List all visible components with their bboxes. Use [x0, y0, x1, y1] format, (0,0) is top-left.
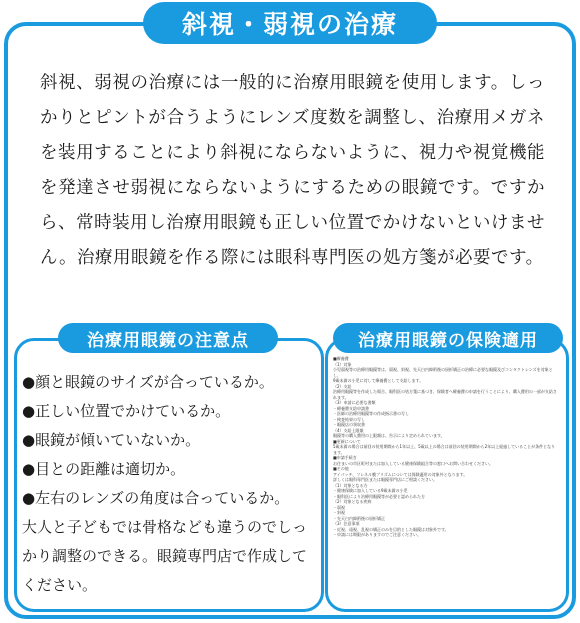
- insurance-line: ・申請には期限がありますのでご注意ください。: [333, 532, 421, 537]
- insurance-line: ・健康保険に加入している9歳未満の小児: [333, 488, 408, 493]
- insurance-line: アイパッチ、フレネル膜プリズムについては保険適用の対象外となります。: [333, 471, 468, 477]
- page-title: 斜視・弱視の治療: [143, 2, 437, 44]
- intro-paragraph: 斜視、弱視の治療には一般的に治療用眼鏡を使用します。しっかりとピントが合うようにレンズ度数を調整し、治療用メガネを装用することにより斜視にならないように、視力や視覚機能を発達させ弱視にならないようにするための眼鏡です。ですから、常時装用し治療用眼鏡も正しい位置でかけないといけません。治療用眼鏡を作る際には眼科専門医の処方箋が必要です。: [40, 73, 545, 268]
- insurance-line: ■療養費: [333, 356, 349, 361]
- insurance-line: （1）対象となる方: [333, 482, 368, 488]
- insurance-fine-print: [333, 356, 557, 602]
- insurance-line: お住まいの市区町村または加入している健康保険組合等の窓口へお問い合わせください。: [333, 460, 493, 466]
- insurance-line: （4）支給上限額: [333, 427, 364, 433]
- notes-content: [22, 368, 314, 600]
- insurance-line: ■その他: [333, 466, 349, 471]
- notes-title: 治療用眼鏡の注意点: [58, 323, 278, 353]
- insurance-line: （2）支給: [333, 383, 352, 389]
- insurance-line: ・検査結果の写し: [333, 416, 365, 422]
- insurance-line: 眼鏡等の購入費用の上限額は、告示により定められています。: [333, 433, 445, 438]
- notes-item: ●正しい位置でかけているか。: [22, 402, 231, 420]
- intro-text: [40, 66, 545, 276]
- insurance-line: ・療養費支給申請書: [333, 405, 369, 411]
- insurance-line: 治療用眼鏡等を作成した場合、眼科医の処方箋に基づき、保険者へ療養費の申請を行うことにより、購入費用の一部が支給されます。: [333, 389, 557, 400]
- insurance-line: 詳しくは眼科専門医または眼鏡専門店にご相談ください。: [333, 477, 437, 482]
- notes-item: ●顔と眼鏡のサイズが合っているか。: [22, 373, 274, 391]
- notes-closing: 大人と子どもでは骨格なども違うのでしっかり調整のできる。眼鏡専門店で作成してください。: [22, 518, 308, 594]
- insurance-line: ■申請手続き: [333, 455, 357, 460]
- insurance-line: ・医師の治療用眼鏡等の作成指示書の写し: [333, 411, 409, 416]
- insurance-line: ・弱視: [333, 504, 345, 510]
- insurance-title: 治療用眼鏡の保険適用: [333, 323, 563, 353]
- insurance-line: （3）注意事項: [333, 521, 360, 526]
- insurance-line: ・眼鏡店の領収書: [333, 422, 365, 427]
- insurance-line: ・斜視: [333, 510, 345, 515]
- notes-item: ●目との距離は適切か。: [22, 460, 186, 478]
- insurance-line: ・先天白内障術後の屈折矯正: [333, 515, 385, 521]
- notes-item: ●左右のレンズの角度は合っているか。: [22, 489, 290, 507]
- insurance-line: ・眼科医により治療用眼鏡等が必要と認められた方: [333, 493, 425, 499]
- insurance-line: （1）対象: [333, 361, 352, 367]
- insurance-line: ■更新について: [333, 438, 361, 444]
- notes-list: [22, 368, 314, 513]
- insurance-line: 5歳未満の場合は前回の装用期間から1年以上、5歳以上の場合は前回の装用期間から2年以上経過していることが条件となります。: [333, 444, 556, 455]
- insurance-line: （3）申請に必要な書類: [333, 400, 376, 405]
- notes-item: ●眼鏡が傾いていないか。: [22, 431, 201, 449]
- insurance-line: 小児弱視等の治療用眼鏡等は、弱視、斜視、先天白内障術後の屈折矯正の治療に必要な眼鏡及びコンタクトレンズを対象とし、: [333, 367, 553, 378]
- insurance-line: （2）対象となる疾病: [333, 499, 372, 504]
- insurance-line: 9歳未満の小児に対して療養費として支給します。: [333, 378, 424, 383]
- insurance-line: ・近視、遠視、乱視の矯正のみを目的とした眼鏡は対象外です。: [333, 526, 449, 532]
